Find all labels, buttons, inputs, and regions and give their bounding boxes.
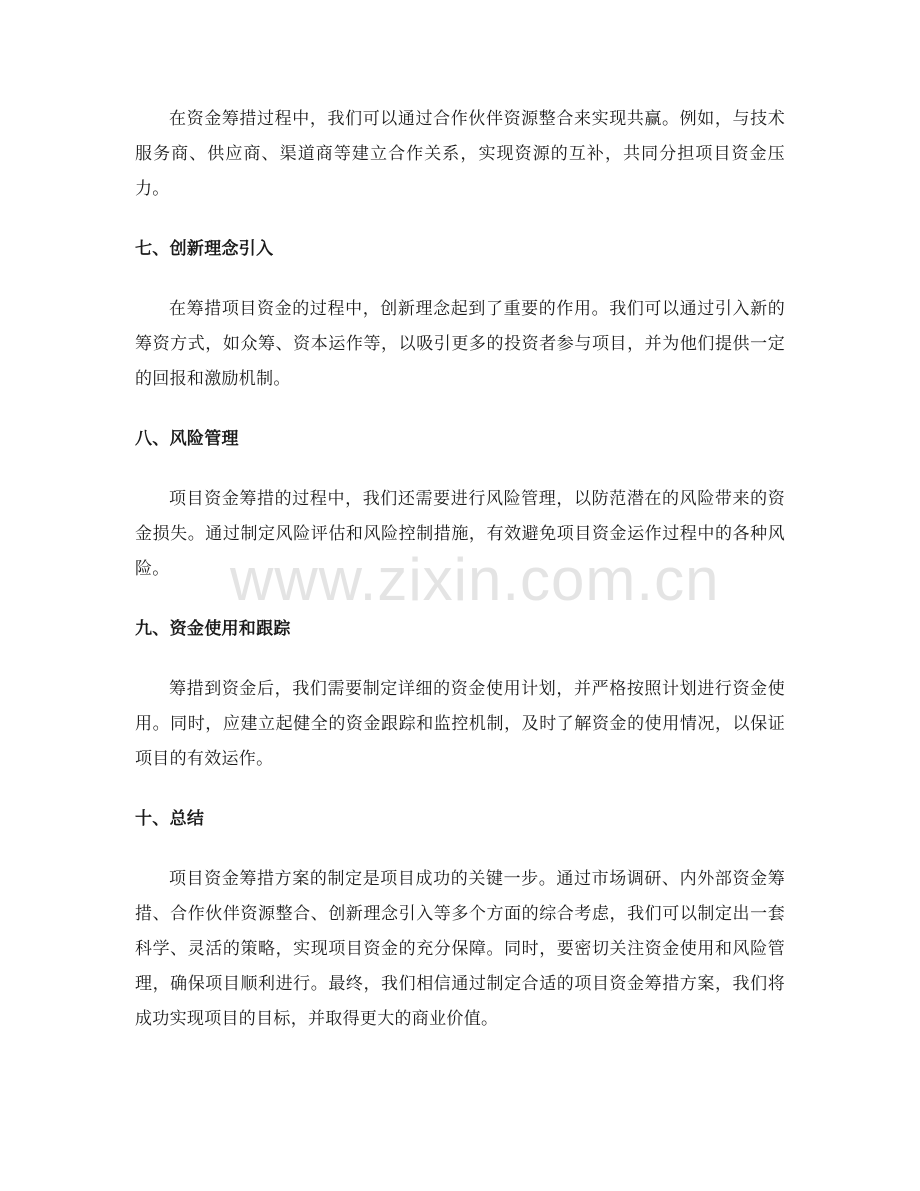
section-body-risk: 项目资金筹措的过程中，我们还需要进行风险管理，以防范潜在的风险带来的资金损失。通过制定风险评估和风险控制措施，有效避免项目资金运作过程中的各种风险。 [135, 489, 785, 579]
watermark: www.zixin.com.cn [230, 546, 720, 613]
section-heading-fund-usage: 九、资金使用和跟踪 [135, 619, 291, 639]
section-body-summary: 项目资金筹措方案的制定是项目成功的关键一步。通过市场调研、内外部资金筹措、合作伙伴资源整合、创新理念引入等多个方面的综合考虑，我们可以制定出一套科学、灵活的策略，实现项目资金的充分保障。同时，要密切关注资金使用和风险管理，确保项目顺利进行。最终，我们相信通过制定合适的项目资金筹措方案，我们将成功实现项目的目标，并取得更大的商业价值。 [135, 869, 785, 1029]
section-heading-innovation: 七、创新理念引入 [135, 239, 274, 259]
section-body-fund-usage: 筹措到资金后，我们需要制定详细的资金使用计划，并严格按照计划进行资金使用。同时，应建立起健全的资金跟踪和监控机制，及时了解资金的使用情况，以保证项目的有效运作。 [135, 679, 785, 769]
section-heading-risk: 八、风险管理 [135, 429, 239, 449]
document-content [135, 102, 785, 1037]
section-heading-summary: 十、总结 [135, 809, 205, 829]
section-body-innovation: 在筹措项目资金的过程中，创新理念起到了重要的作用。我们可以通过引入新的筹资方式，如众筹、资本运作等，以吸引更多的投资者参与项目，并为他们提供一定的回报和激励机制。 [135, 299, 785, 389]
intro-paragraph: 在资金筹措过程中，我们可以通过合作伙伴资源整合来实现共赢。例如，与技术服务商、供应商、渠道商等建立合作关系，实现资源的互补，共同分担项目资金压力。 [135, 109, 785, 199]
